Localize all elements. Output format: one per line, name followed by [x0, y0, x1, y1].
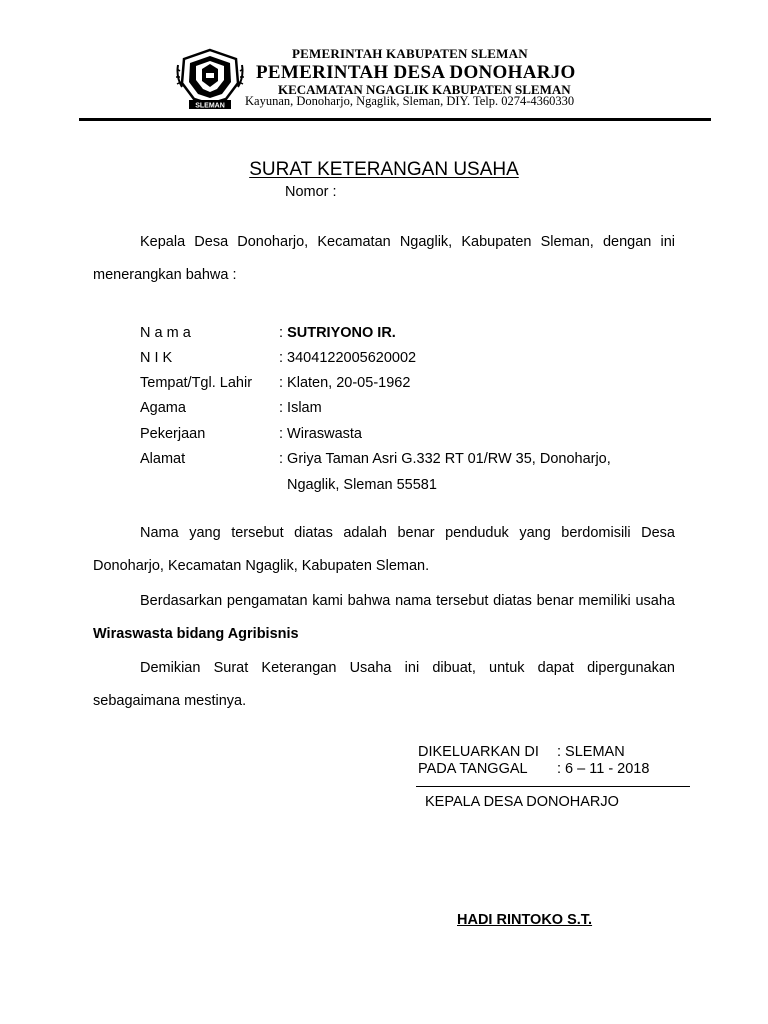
- signer-name: HADI RINTOKO S.T.: [457, 912, 593, 928]
- issued-date-label: PADA TANGGAL: [418, 761, 528, 777]
- letterhead-line-regency: PEMERINTAH KABUPATEN SLEMAN: [292, 46, 528, 61]
- field-label-birth: Tempat/Tgl. Lahir: [140, 375, 253, 391]
- closing-paragraph: Demikian Surat Keterangan Usaha ini dibuat, untuk dapat dipergunakan sebagaimana mestinya.: [93, 660, 675, 709]
- residency-paragraph: Nama yang tersebut diatas adalah benar penduduk yang berdomisili Desa Donoharjo, Kecamatan Ngaglik, Kabupaten Sleman.: [93, 525, 675, 574]
- intro-paragraph: Kepala Desa Donoharjo, Kecamatan Ngaglik, Kabupaten Sleman, dengan ini menerangkan bahwa :: [93, 234, 675, 283]
- letterhead-line-district: KECAMATAN NGAGLIK KABUPATEN SLEMAN: [278, 82, 571, 97]
- field-value-birth: : Klaten, 20-05-1962: [279, 375, 411, 391]
- field-label-religion: Agama: [140, 400, 186, 416]
- field-label-name: N a m a: [140, 325, 191, 341]
- field-value-address: : Griya Taman Asri G.332 RT 01/RW 35, Donoharjo,: [279, 451, 611, 467]
- letterhead-line-village: PEMERINTAH DESA DONOHARJO: [256, 62, 576, 83]
- signature-divider: [416, 786, 690, 787]
- logo-label: SLEMAN: [195, 102, 225, 110]
- document-title: SURAT KETERANGAN USAHA: [249, 159, 519, 180]
- field-value-address-line2: Ngaglik, Sleman 55581: [287, 477, 437, 493]
- letterhead-address: Kayunan, Donoharjo, Ngaglik, Sleman, DIY. Telp. 0274-4360330: [245, 94, 575, 108]
- issued-place-label: DIKELUARKAN DI: [418, 744, 539, 760]
- issued-place-value: : SLEMAN: [557, 744, 625, 760]
- field-value-religion: : Islam: [279, 400, 322, 416]
- field-value-nik: : 3404122005620002: [279, 350, 417, 366]
- issued-date-value: : 6 – 11 - 2018: [557, 761, 650, 777]
- signer-position: KEPALA DESA DONOHARJO: [425, 794, 619, 810]
- document-number: Nomor :: [285, 184, 337, 200]
- field-value-name: : SUTRIYONO IR.: [279, 325, 396, 341]
- letterhead-divider: [79, 118, 711, 121]
- sleman-regency-logo: [176, 47, 244, 111]
- field-label-address: Alamat: [140, 451, 186, 467]
- business-paragraph: Berdasarkan pengamatan kami bahwa nama tersebut diatas benar memiliki usaha Wiraswasta bidang Agribisnis: [93, 593, 675, 642]
- field-value-occupation: : Wiraswasta: [279, 426, 362, 442]
- field-label-occupation: Pekerjaan: [140, 426, 206, 442]
- field-label-nik: N I K: [140, 350, 173, 366]
